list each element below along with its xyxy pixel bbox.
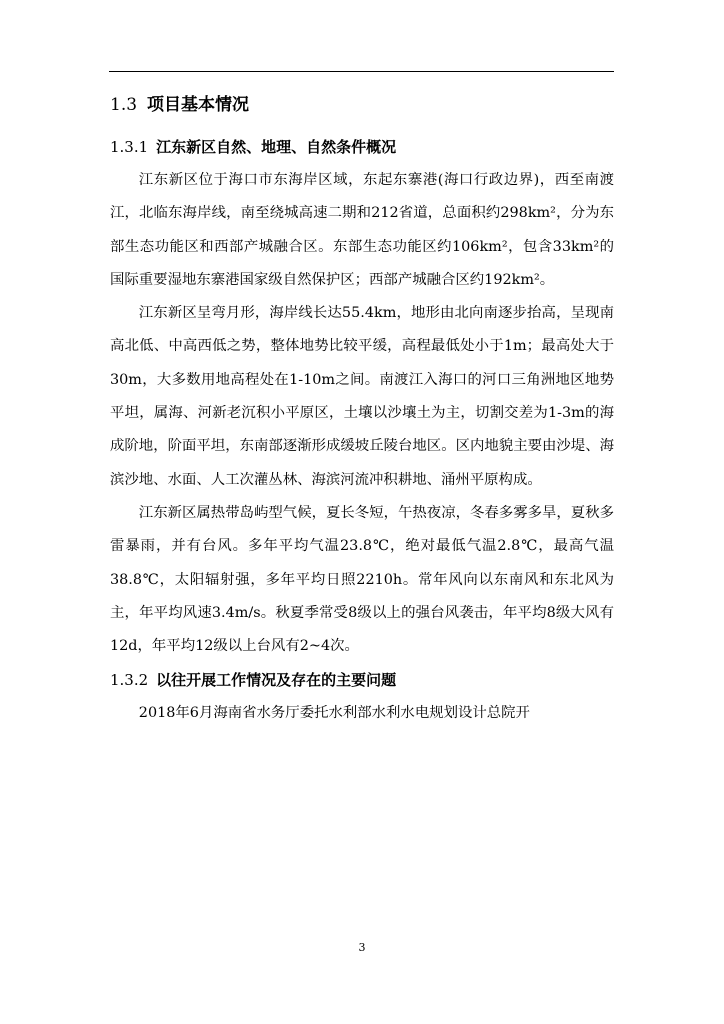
section-heading (110, 88, 614, 122)
page-content (110, 88, 614, 731)
subsection-heading-1 (110, 130, 614, 164)
paragraph-climate: 江东新区属热带岛屿型气候，夏长冬短，午热夜凉，冬春多雾多旱，夏秋多雷暴雨，并有台风。多年平均气温23.8℃，绝对最低气温2.8℃，最高气温38.8℃，太阳辐射强，多年平均日照2210h。常年风向以东南风和东北风为主，年平均风速3.4m/s。秋夏季常受8级以上的强台风袭击，年平均8级大风有12d，年平均12级以上台风有2~4次。 (110, 504, 614, 655)
paragraph-terrain: 江东新区呈弯月形，海岸线长达55.4km，地形由北向南逐步抬高，呈现南高北低、中高西低之势，整体地势比较平缓，高程最低处小于1m；最高处大于30m，大多数用地高程处在1-10m之间。南渡江入海口的河口三角洲地区地势平坦，属海、河新老沉积小平原区，土壤以沙壤土为主，切割交差为1-3m的海成阶地，阶面平坦，东南部逐渐形成缓坡丘陵台地区。区内地貌主要由沙堤、海滨沙地、水面、人工次灌丛林、海滨河流冲积耕地、涌州平原构成。 (110, 305, 614, 488)
section-title: 项目基本情况 (147, 95, 250, 115)
paragraph-location: 江东新区位于海口市东海岸区域，东起东寨港(海口行政边界)，西至南渡江，北临东海岸线，南至绕城高速二期和212省道，总面积约298km²，分为东部生态功能区和西部产城融合区。东部生态功能区约106km²，包含33km²的国际重要湿地东寨港国家级自然保护区；西部产城融合区约192km²。 (110, 172, 614, 288)
header-rule (109, 71, 614, 72)
subsection-number-2: 1.3.2 (110, 671, 149, 690)
subsection-number-1: 1.3.1 (110, 138, 149, 156)
paragraph-previous-work: 2018年6月海南省水务厅委托水利部水利水电规划设计总院开 (138, 705, 530, 722)
page-number: 3 (358, 941, 366, 954)
section-number: 1.3 (110, 95, 138, 115)
subsection-title-1: 江东新区自然、地理、自然条件概况 (156, 138, 397, 156)
subsection-heading-2 (110, 663, 614, 697)
subsection-title-2: 以往开展工作情况及存在的主要问题 (156, 671, 397, 690)
